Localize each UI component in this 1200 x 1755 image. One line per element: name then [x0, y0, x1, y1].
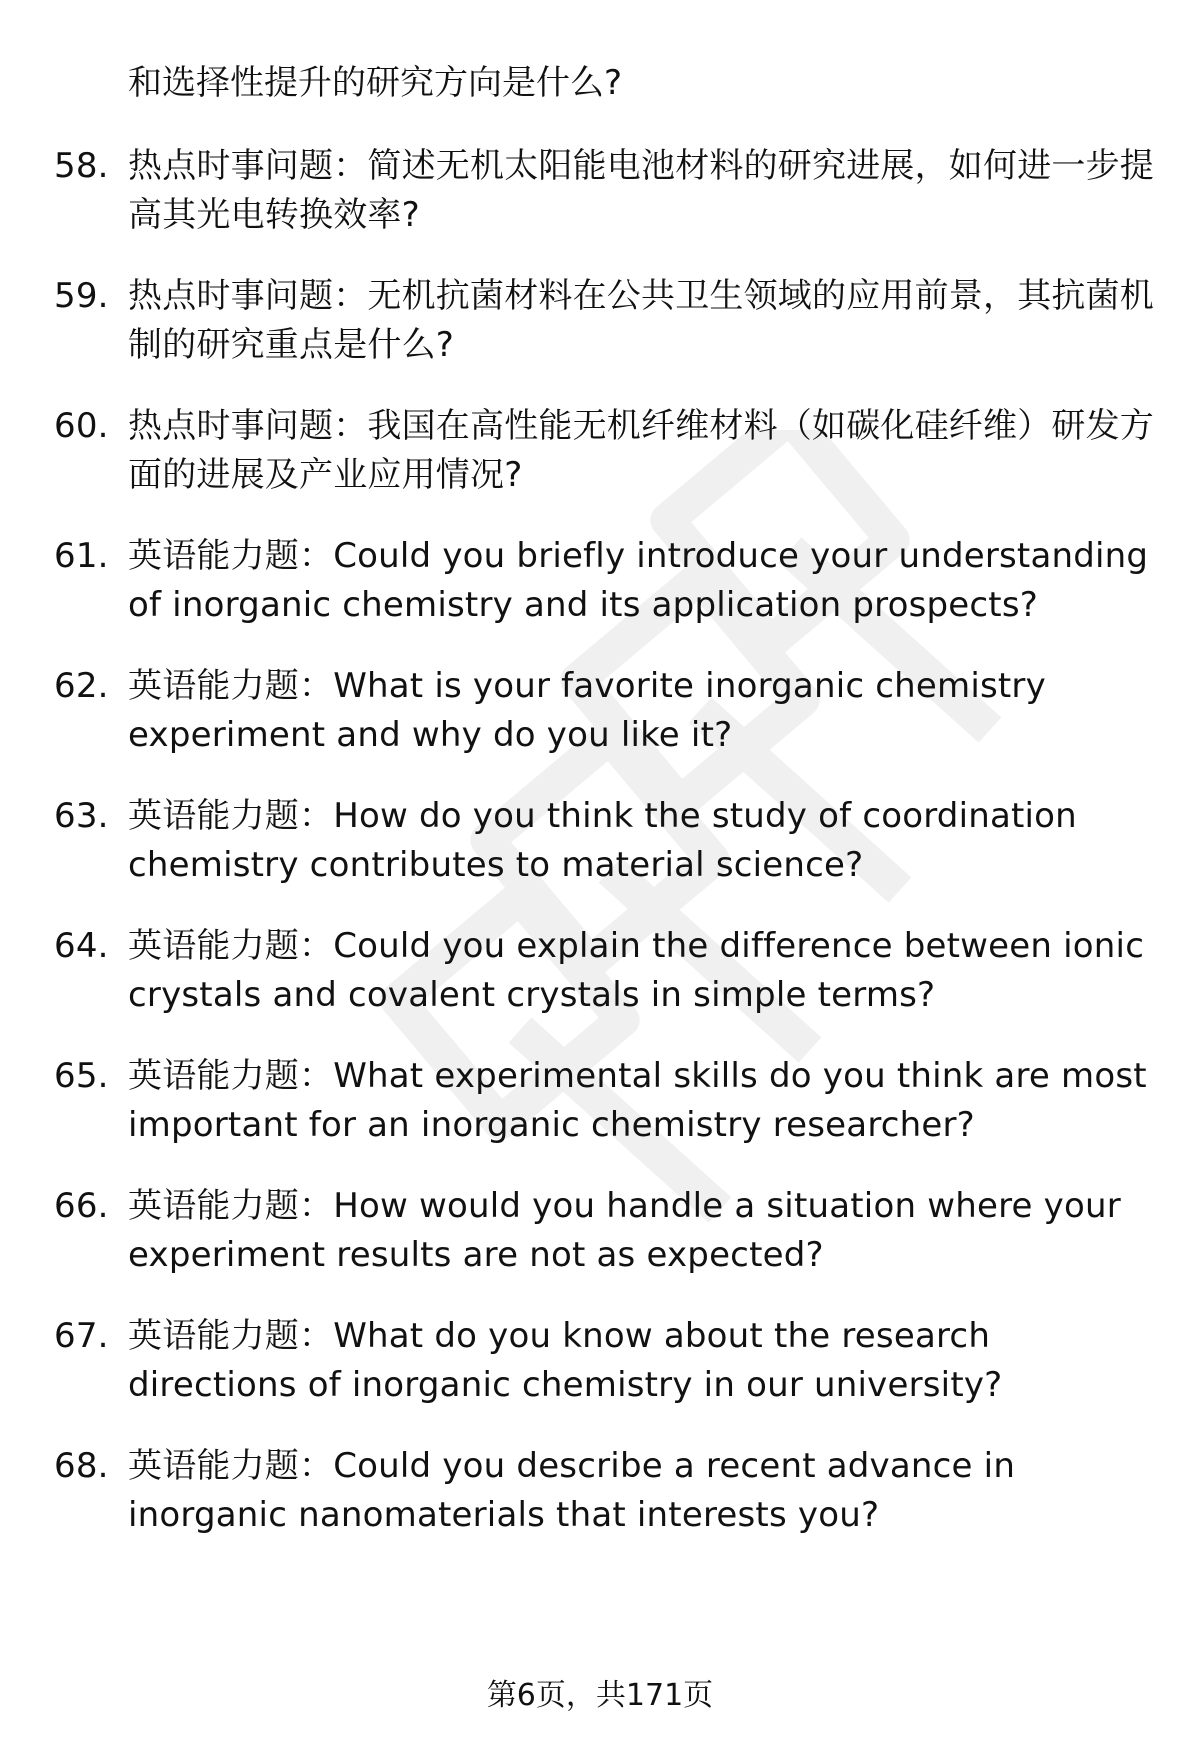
question-text: 英语能力题：How do you think the study of coordination chemistry contributes to material science?	[128, 796, 1077, 885]
question-item	[0, 1182, 1200, 1280]
question-number: 65.	[54, 1056, 109, 1096]
question-text: 英语能力题：Could you describe a recent advance in inorganic nanomaterials that interests you?	[128, 1446, 1016, 1535]
question-text: 英语能力题：How would you handle a situation where your experiment results are not as expected?	[128, 1186, 1121, 1275]
question-text: 热点时事问题：简述无机太阳能电池材料的研究进展，如何进一步提高其光电转换效率?	[128, 146, 1154, 235]
question-text: 英语能力题：What is your favorite inorganic chemistry experiment and why do you like it?	[128, 666, 1046, 755]
question-text: 英语能力题：Could you explain the difference between ionic crystals and covalent crystals in simple terms?	[128, 926, 1145, 1015]
question-number: 63.	[54, 796, 109, 836]
question-text: 热点时事问题：我国在高性能无机纤维材料（如碳化硅纤维）研发方面的进展及产业应用情况?	[128, 406, 1154, 495]
question-item	[0, 142, 1200, 240]
question-text: 热点时事问题：无机抗菌材料在公共卫生领域的应用前景，其抗菌机制的研究重点是什么?	[128, 276, 1154, 365]
page-number-footer: 第6页，共171页	[486, 1678, 714, 1713]
question-item	[0, 922, 1200, 1020]
question-number: 60.	[54, 406, 109, 446]
question-number: 59.	[54, 276, 109, 316]
question-text: 英语能力题：What experimental skills do you think are most important for an inorganic chemistry researcher?	[128, 1056, 1147, 1145]
question-number: 68.	[54, 1446, 109, 1486]
question-text: 英语能力题：What do you know about the research directions of inorganic chemistry in our university?	[128, 1316, 1003, 1405]
question-item	[0, 402, 1200, 500]
question-number: 64.	[54, 926, 109, 966]
question-item	[0, 1052, 1200, 1150]
question-item	[0, 1312, 1200, 1410]
question-item	[0, 532, 1200, 630]
question-item	[0, 662, 1200, 760]
question-number: 61.	[54, 536, 109, 576]
question-number: 62.	[54, 666, 109, 706]
question-number: 66.	[54, 1186, 109, 1226]
question-item	[0, 792, 1200, 890]
question-list	[0, 142, 1200, 1572]
question-number: 67.	[54, 1316, 109, 1356]
question-item	[0, 1442, 1200, 1540]
previous-question-continuation: 和选择性提升的研究方向是什么?	[128, 63, 623, 103]
question-text: 英语能力题：Could you briefly introduce your understanding of inorganic chemistry and its application prospects?	[128, 536, 1149, 625]
question-item	[0, 272, 1200, 370]
question-number: 58.	[54, 146, 109, 186]
